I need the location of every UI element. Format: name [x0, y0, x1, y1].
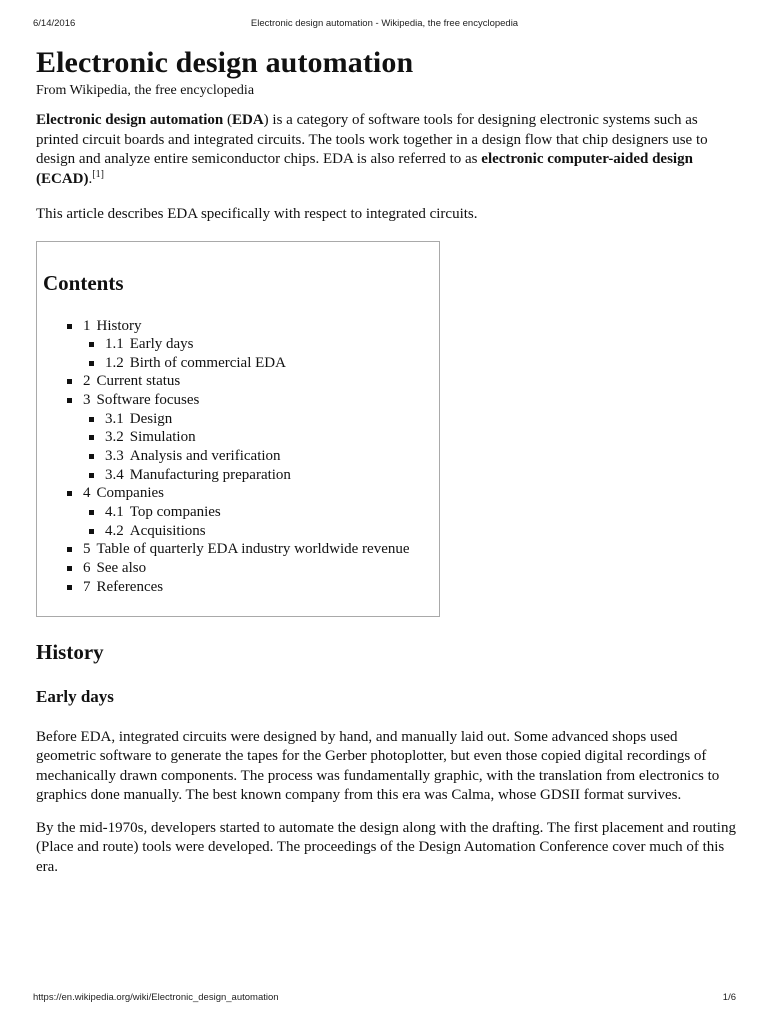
subsection-heading-early-days: Early days — [36, 686, 114, 706]
toc-subitem[interactable] — [87, 466, 410, 485]
toc-title: Contents — [43, 270, 124, 295]
print-page-title: Electronic design automation - Wikipedia, the free encyclopedia — [250, 18, 519, 29]
toc-sublist — [65, 410, 410, 485]
toc-item-link[interactable]: Software focuses — [96, 392, 200, 409]
toc-subitem[interactable] — [87, 428, 410, 447]
toc-item-link[interactable]: History — [96, 317, 142, 334]
toc-subitem-number: 1.2 — [105, 354, 124, 371]
toc-subitem-number: 4.1 — [105, 504, 124, 521]
toc-subitem[interactable] — [87, 522, 410, 541]
toc-item-number: 5 — [83, 541, 91, 558]
toc-item[interactable] — [65, 484, 410, 503]
intro-abbr: EDA — [231, 112, 264, 128]
toc-subitem[interactable] — [87, 410, 410, 429]
toc-subitem-link[interactable]: Analysis and verification — [129, 448, 281, 465]
table-of-contents — [36, 241, 440, 617]
toc-item-link[interactable]: References — [96, 578, 164, 595]
toc-item[interactable] — [65, 391, 410, 410]
intro-paragraph — [36, 111, 736, 189]
intro-period: . — [88, 170, 93, 187]
toc-item[interactable] — [65, 372, 410, 391]
intro-alt-abbr-open: ( — [36, 170, 41, 187]
intro-abbr-open: ( — [223, 112, 232, 128]
print-date: 6/14/2016 — [33, 18, 76, 29]
toc-subitem[interactable] — [87, 335, 410, 354]
toc-item-number: 7 — [83, 578, 91, 595]
toc-item-link[interactable]: Table of quarterly EDA industry worldwide revenue — [96, 541, 410, 558]
toc-item-number: 1 — [83, 317, 91, 334]
print-header — [33, 18, 736, 32]
toc-item-number: 2 — [83, 373, 91, 390]
intro-alt-abbr: ECAD — [41, 170, 84, 187]
toc-item[interactable] — [65, 540, 410, 559]
toc-subitem[interactable] — [87, 354, 410, 373]
toc-subitem[interactable] — [87, 503, 410, 522]
toc-subitem-number: 3.2 — [105, 429, 124, 446]
toc-item[interactable] — [65, 578, 410, 597]
toc-subitem-number: 3.4 — [105, 466, 124, 483]
toc-sublist — [65, 335, 410, 372]
scope-note: This article describes EDA specifically with respect to integrated circuits. — [36, 206, 478, 222]
article-content — [36, 44, 736, 877]
toc-subitem-link[interactable]: Design — [129, 410, 173, 427]
toc-item-link[interactable]: Current status — [96, 373, 181, 390]
toc-subitem-link[interactable]: Early days — [129, 336, 194, 353]
toc-list — [65, 317, 410, 597]
toc-item-number: 3 — [83, 392, 91, 409]
toc-subitem-number: 1.1 — [105, 336, 124, 353]
toc-item-link[interactable]: Companies — [96, 485, 164, 502]
early-days-paragraph-1: Before EDA, integrated circuits were designed by hand, and manually laid out. Some advanced shops used geometric software to generate the tapes for the Gerber photoplotter, but even those copied digital recordings of mechanically drawn components. The process was fundamentally graphic, with the translation from electronics to graphics done manually. The best known company from this era was Calma, whose GDSII format survives. — [36, 728, 720, 803]
page-title: Electronic design automation — [36, 46, 414, 79]
toc-subitem-link[interactable]: Manufacturing preparation — [129, 466, 291, 483]
toc-item-number: 4 — [83, 485, 91, 502]
print-url: https://en.wikipedia.org/wiki/Electronic_design_automation — [33, 992, 279, 1003]
intro-term: Electronic design automation — [36, 112, 224, 128]
toc-subitem-link[interactable]: Acquisitions — [129, 522, 206, 539]
toc-item[interactable] — [65, 559, 410, 578]
early-days-paragraph-2: By the mid-1970s, developers started to automate the design along with the drafting. The first placement and routing (Place and route) tools were developed. The proceedings of the Design Automation Conference cover much of this era. — [36, 819, 736, 875]
toc-subitem-link[interactable]: Birth of commercial EDA — [129, 354, 286, 371]
toc-item[interactable] — [65, 317, 410, 336]
section-heading-history: History — [36, 639, 104, 664]
toc-item-link[interactable]: See also — [96, 560, 147, 577]
intro-text: is a category of software tools for designing electronic systems such as printed circuit boards and integrated circuits. The tools work together in a design flow that chip designers use to design and analyze entire semiconductor chips. EDA is also referred to as — [36, 112, 708, 167]
toc-subitem-number: 3.1 — [105, 410, 124, 427]
toc-subitem-link[interactable]: Top companies — [129, 504, 221, 521]
toc-subitem[interactable] — [87, 447, 410, 466]
print-footer — [33, 992, 736, 1006]
intro-alt-term: electronic computer-aided design — [481, 151, 693, 167]
print-page-number: 1/6 — [722, 992, 736, 1003]
toc-item-number: 6 — [83, 560, 91, 577]
toc-subitem-link[interactable]: Simulation — [129, 429, 196, 446]
reference-link[interactable]: [1] — [92, 168, 104, 180]
toc-subitem-number: 4.2 — [105, 522, 124, 539]
toc-subitem-number: 3.3 — [105, 448, 124, 465]
article-subtitle: From Wikipedia, the free encyclopedia — [36, 83, 255, 98]
intro-abbr-close: ) — [263, 112, 269, 128]
toc-sublist — [65, 503, 410, 540]
intro-alt-abbr-close: ) — [83, 170, 89, 187]
